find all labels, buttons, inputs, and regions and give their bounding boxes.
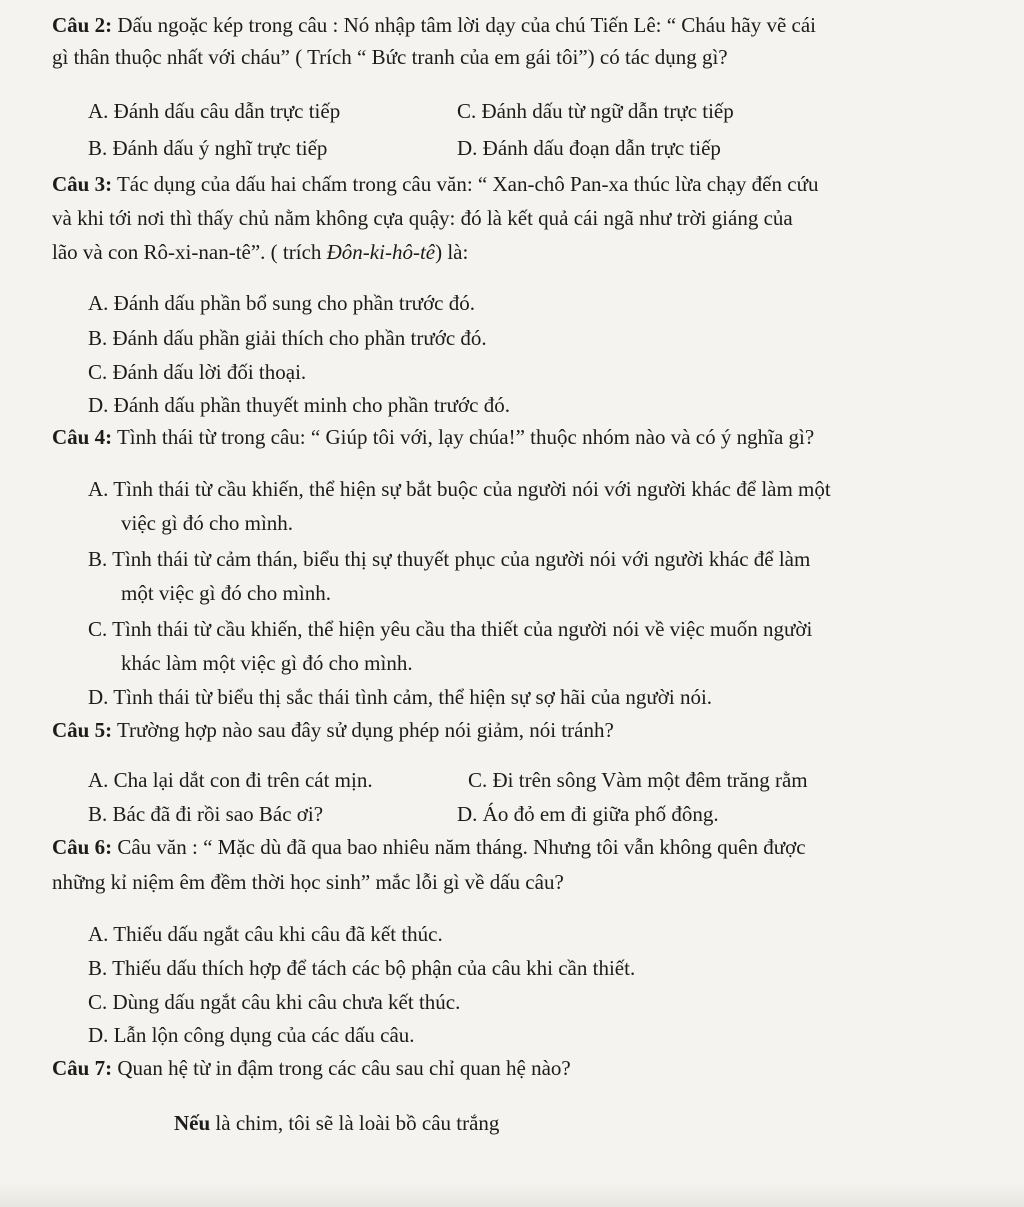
question-4-option-a-cont: việc gì đó cho mình. bbox=[121, 511, 294, 535]
question-5-option-d: D. Áo đỏ em đi giữa phố đông. bbox=[457, 802, 719, 826]
question-2-option-d: D. Đánh dấu đoạn dẫn trực tiếp bbox=[457, 136, 721, 160]
question-6-line-1: Câu 6: Câu văn : “ Mặc dù đã qua bao nhiêu năm tháng. Nhưng tôi vẫn không quên được bbox=[52, 835, 806, 859]
page-bottom-shadow bbox=[0, 1182, 1024, 1207]
question-7-number: Câu 7: bbox=[52, 1056, 113, 1080]
question-2-number: Câu 2: bbox=[52, 13, 113, 37]
question-6-option-a: A. Thiếu dấu ngắt câu khi câu đã kết thúc. bbox=[88, 922, 443, 946]
question-7-example-sentence: Nếu là chim, tôi sẽ là loài bồ câu trắng bbox=[174, 1111, 500, 1135]
question-3-option-a: A. Đánh dấu phần bổ sung cho phần trước đó. bbox=[88, 291, 475, 315]
question-5-number: Câu 5: bbox=[52, 718, 113, 742]
question-4-number: Câu 4: bbox=[52, 425, 113, 449]
question-6-option-c: C. Dùng dấu ngắt câu khi câu chưa kết thúc. bbox=[88, 990, 461, 1014]
question-6-option-d: D. Lẫn lộn công dụng của các dấu câu. bbox=[88, 1023, 415, 1047]
question-7-line-1: Câu 7: Quan hệ từ in đậm trong các câu sau chỉ quan hệ nào? bbox=[52, 1056, 571, 1080]
question-6-option-b: B. Thiếu dấu thích hợp để tách các bộ phận của câu khi cần thiết. bbox=[88, 956, 636, 980]
question-5-line-1: Câu 5: Trường hợp nào sau đây sử dụng phép nói giảm, nói tránh? bbox=[52, 718, 614, 742]
question-3-number: Câu 3: bbox=[52, 172, 113, 196]
work-title: Đôn-ki-hô-tê bbox=[326, 240, 436, 264]
question-4-option-c-cont: khác làm một việc gì đó cho mình. bbox=[121, 651, 413, 675]
question-4-line-1: Câu 4: Tình thái từ trong câu: “ Giúp tôi với, lạy chúa!” thuộc nhóm nào và có ý nghĩa gì? bbox=[52, 425, 815, 449]
question-3-line-3: lão và con Rô-xi-nan-tê”. ( trích Đôn-ki-hô-tê) là: bbox=[52, 240, 469, 264]
question-4-option-a: A. Tình thái từ cầu khiến, thể hiện sự bắt buộc của người nói với người khác để làm một bbox=[88, 477, 831, 501]
question-5-option-b: B. Bác đã đi rồi sao Bác ơi? bbox=[88, 802, 324, 826]
question-3-option-c: C. Đánh dấu lời đối thoại. bbox=[88, 360, 307, 384]
question-4-option-b: B. Tình thái từ cảm thán, biểu thị sự thuyết phục của người nói với người khác để làm bbox=[88, 547, 811, 571]
question-3-option-b: B. Đánh dấu phần giải thích cho phần trước đó. bbox=[88, 326, 487, 350]
question-3-option-d: D. Đánh dấu phần thuyết minh cho phần trước đó. bbox=[88, 393, 510, 417]
question-4-option-b-cont: một việc gì đó cho mình. bbox=[121, 581, 331, 605]
question-2-option-a: A. Đánh dấu câu dẫn trực tiếp bbox=[88, 99, 341, 123]
question-2-line-1: Câu 2: Dấu ngoặc kép trong câu : Nó nhập tâm lời dạy của chú Tiến Lê: “ Cháu hãy vẽ cái bbox=[52, 13, 816, 37]
question-2-line-2: gì thân thuộc nhất với cháu” ( Trích “ Bức tranh của em gái tôi”) có tác dụng gì? bbox=[52, 45, 728, 69]
question-2-option-c: C. Đánh dấu từ ngữ dẫn trực tiếp bbox=[457, 99, 734, 123]
question-4-option-d: D. Tình thái từ biểu thị sắc thái tình cảm, thể hiện sự sợ hãi của người nói. bbox=[88, 685, 713, 709]
question-5-option-a: A. Cha lại dắt con đi trên cát mịn. bbox=[88, 768, 373, 792]
question-6-number: Câu 6: bbox=[52, 835, 113, 859]
question-3-line-1: Câu 3: Tác dụng của dấu hai chấm trong câu văn: “ Xan-chô Pan-xa thúc lừa chạy đến cứu bbox=[52, 172, 819, 196]
question-6-line-2: những kỉ niệm êm đềm thời học sinh” mắc lỗi gì về dấu câu? bbox=[52, 870, 564, 894]
question-3-line-2: và khi tới nơi thì thấy chủ nằm không cựa quậy: đó là kết quả cái ngã như trời giáng của bbox=[52, 206, 793, 230]
bold-conjunction: Nếu bbox=[174, 1111, 211, 1135]
question-5-option-c: C. Đi trên sông Vàm một đêm trăng rằm bbox=[468, 768, 808, 792]
question-4-option-c: C. Tình thái từ cầu khiến, thể hiện yêu cầu tha thiết của người nói về việc muốn người bbox=[88, 617, 813, 641]
question-2-option-b: B. Đánh dấu ý nghĩ trực tiếp bbox=[88, 136, 328, 160]
